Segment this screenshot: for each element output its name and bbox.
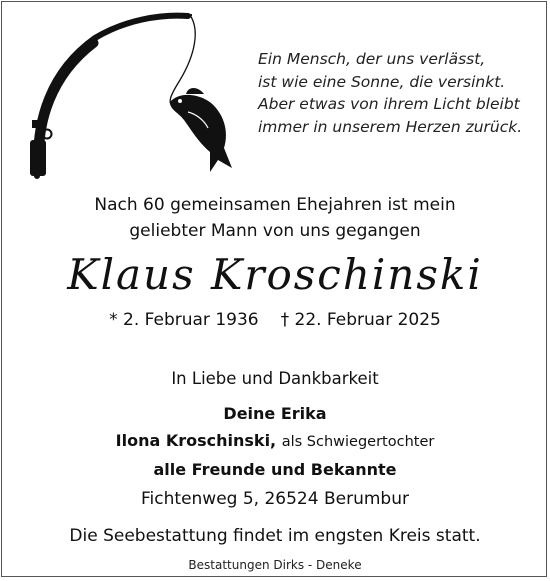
life-dates xyxy=(2,310,548,330)
fishing-rod-with-fish-icon xyxy=(20,10,240,182)
poem-line: immer in unserem Herzen zurück. xyxy=(258,117,523,136)
signer xyxy=(2,456,548,483)
deceased-name: Klaus Kroschinski xyxy=(67,250,483,299)
address: Fichtenweg 5, 26524 Berumbur xyxy=(141,489,409,509)
intro-line: Nach 60 gemeinsamen Ehejahren ist mein xyxy=(94,195,456,215)
intro-line: geliebter Mann von uns gegangen xyxy=(129,221,421,241)
obituary-notice xyxy=(1,1,547,577)
poem xyxy=(258,48,548,138)
thanks-line: In Liebe und Dankbarkeit xyxy=(171,369,379,388)
signer-name: alle Freunde und Bekannte xyxy=(153,460,397,479)
burial-note: Die Seebestattung findet im engsten Kreis statt. xyxy=(69,526,481,546)
signers xyxy=(2,400,548,483)
signer xyxy=(2,427,548,456)
signer-name: Deine Erika xyxy=(223,404,327,423)
intro-text xyxy=(2,192,548,244)
signer-name: Ilona Kroschinski, xyxy=(115,431,277,450)
signer xyxy=(2,400,548,427)
birth-date: * 2. Februar 1936 xyxy=(109,310,259,330)
undertaker: Bestattungen Dirks - Deneke xyxy=(188,558,362,572)
poem-line: ist wie eine Sonne, die versinkt. xyxy=(258,72,506,91)
death-date: † 22. Februar 2025 xyxy=(280,310,441,330)
poem-line: Ein Mensch, der uns verlässt, xyxy=(258,50,486,68)
poem-line: Aber etwas von ihrem Licht bleibt xyxy=(258,95,520,113)
signer-relation: als Schwiegertochter xyxy=(281,434,435,450)
